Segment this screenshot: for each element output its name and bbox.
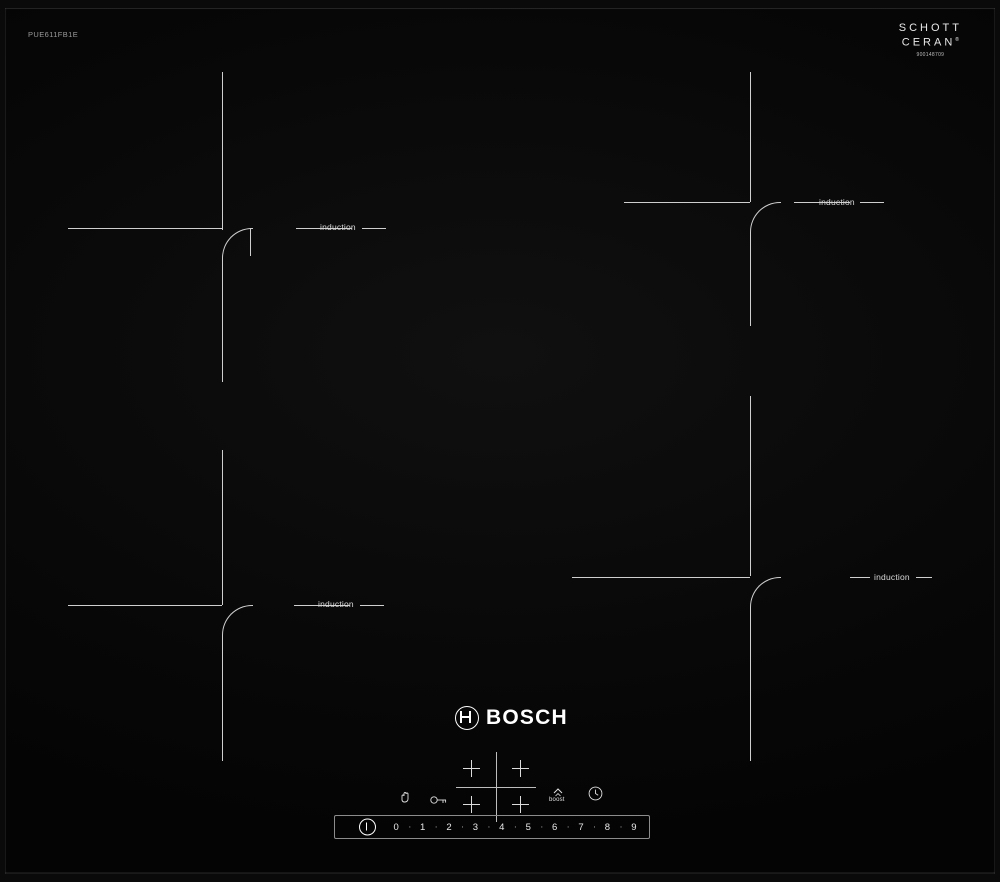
zone-marking-line bbox=[68, 605, 222, 606]
glass-edge-top bbox=[5, 8, 995, 9]
bosch-logo-icon bbox=[455, 706, 479, 730]
schott-logo-ceran: CERAN bbox=[901, 36, 956, 49]
zone-selector-cluster bbox=[456, 752, 536, 822]
schott-logo-line2 bbox=[899, 34, 962, 49]
zone-marking-line bbox=[860, 202, 884, 203]
zone-marking-line bbox=[750, 72, 751, 202]
schott-ceran-logo bbox=[899, 22, 962, 58]
zone-marking-line bbox=[222, 72, 223, 230]
zone-marking-line bbox=[572, 577, 750, 578]
slider-step-7[interactable]: 7 · bbox=[568, 822, 594, 833]
slider-step-1[interactable]: 1 · bbox=[409, 822, 435, 833]
zone-label-rear-left: induction bbox=[320, 222, 356, 232]
slider-step-3[interactable]: 3 · bbox=[462, 822, 488, 833]
glass-edge-left bbox=[5, 8, 6, 874]
slider-step-4[interactable]: 4 · bbox=[489, 822, 515, 833]
slider-step-6[interactable]: 6 · bbox=[541, 822, 567, 833]
zone-label-front-right: induction bbox=[874, 572, 910, 582]
slider-scale[interactable] bbox=[383, 816, 647, 838]
schott-logo-code: 900148709 bbox=[916, 51, 945, 58]
zone-label-front-left: induction bbox=[318, 599, 354, 609]
zone-marking-line bbox=[750, 607, 751, 761]
zone-label-rear-right: induction bbox=[819, 197, 855, 207]
zone-marking-line bbox=[362, 228, 386, 229]
slider-step-8[interactable]: 8 · bbox=[594, 822, 620, 833]
zone-marking-line bbox=[222, 635, 223, 761]
slider-step-5[interactable]: 5 · bbox=[515, 822, 541, 833]
zone-marking-line bbox=[624, 202, 750, 203]
glass-edge-right bbox=[994, 8, 995, 874]
power-button[interactable] bbox=[359, 819, 376, 836]
zone-select-rear-right[interactable] bbox=[512, 760, 529, 777]
zone-marking-line bbox=[68, 228, 222, 229]
zone-select-front-left[interactable] bbox=[463, 796, 480, 813]
slider-step-2[interactable]: 2 · bbox=[436, 822, 462, 833]
power-slider[interactable] bbox=[334, 815, 650, 839]
bosch-wordmark: BOSCH bbox=[486, 706, 568, 729]
zone-select-rear-left[interactable] bbox=[463, 760, 480, 777]
wipe-protection-icon[interactable] bbox=[398, 790, 412, 807]
zone-marking-line bbox=[360, 605, 384, 606]
zone-marking-line bbox=[222, 450, 223, 605]
model-code-label: PUE611FB1E bbox=[28, 30, 79, 39]
zone-select-front-right[interactable] bbox=[512, 796, 529, 813]
zone-marking-line bbox=[222, 258, 223, 382]
boost-label: boost bbox=[549, 797, 565, 803]
zone-marking-line bbox=[916, 577, 932, 578]
zone-marking-line bbox=[850, 577, 870, 578]
glass-edge-bottom bbox=[5, 872, 995, 874]
key-lock-icon[interactable] bbox=[430, 792, 448, 810]
slider-step-0[interactable]: 0 · bbox=[383, 822, 409, 833]
schott-logo-line1: SCHOTT bbox=[898, 22, 962, 34]
timer-clock-icon[interactable] bbox=[588, 786, 603, 806]
zone-marking-line bbox=[750, 232, 751, 326]
slider-step-9[interactable]: 9 bbox=[631, 821, 637, 833]
cluster-divider-horizontal bbox=[456, 787, 536, 788]
bosch-brand-logo bbox=[455, 706, 568, 730]
zone-marking-line bbox=[750, 396, 751, 576]
registered-mark-icon: ® bbox=[955, 37, 959, 43]
